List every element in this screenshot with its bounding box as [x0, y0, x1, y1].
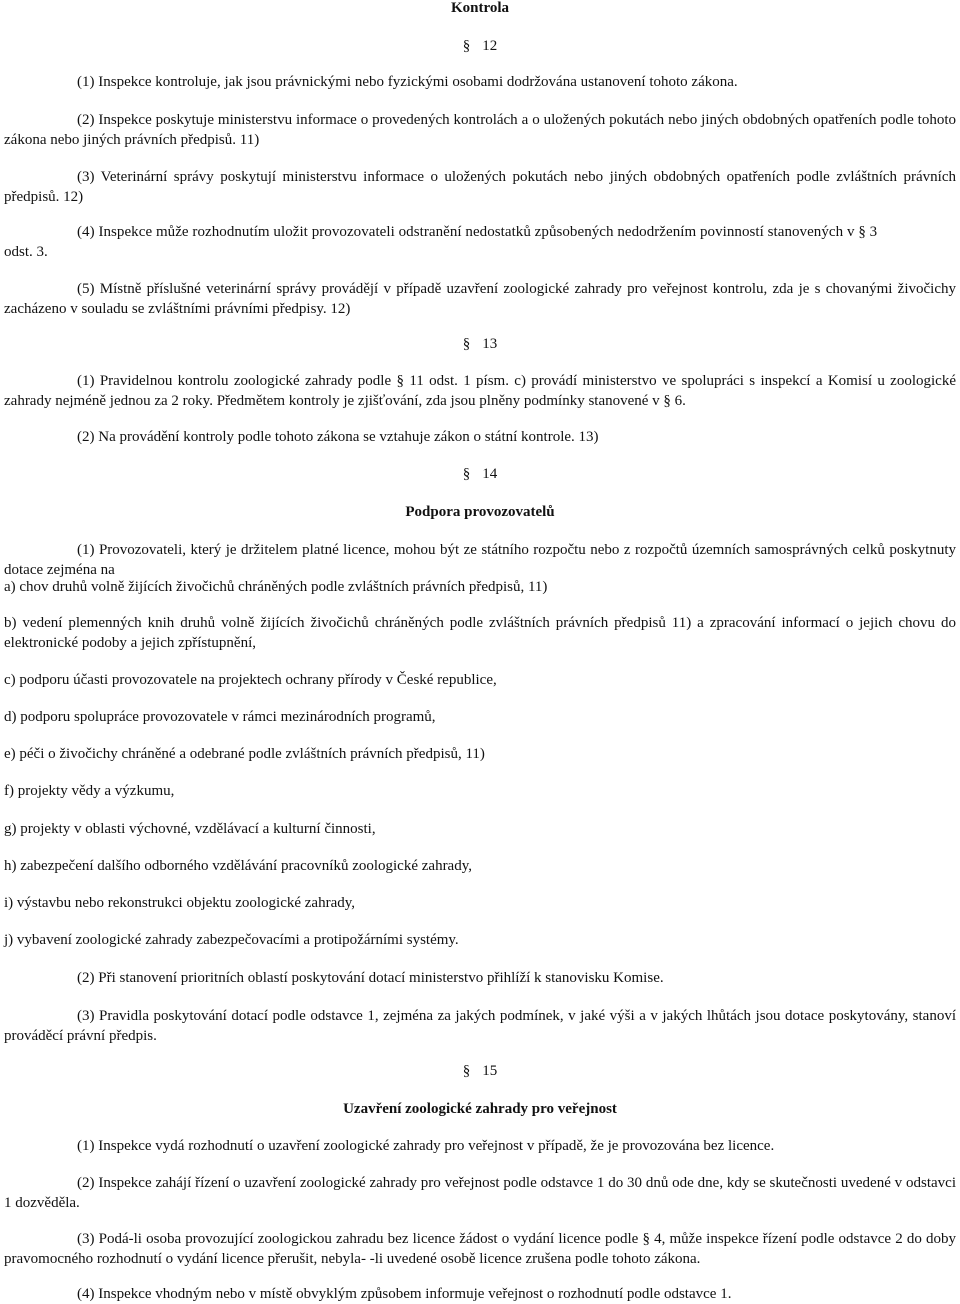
list-item-h: h) zabezpečení dalšího odborného vzdělávání pracovníků zoologické zahrady,	[4, 858, 472, 874]
list-item-i: i) výstavbu nebo rekonstrukci objektu zoologické zahrady,	[4, 895, 356, 911]
section-number: 12	[482, 38, 498, 54]
paragraph-12-5: (5) Místně příslušné veterinární správy provádějí v případě uzavření zoologické zahrady pro veřejnost kontrolu, zda je s chovanými živočichy zacházeno v souladu se zvláštními právními předpisy. 12)	[4, 281, 956, 317]
section-12-heading	[4, 36, 956, 56]
paragraph-12-3: (3) Veterinární správy poskytují ministerstvu informace o uložených pokutách nebo jiných obdobných opatřeních podle zvláštních právních předpisů. 12)	[4, 169, 956, 205]
heading-podpora: Podpora provozovatelů	[405, 504, 555, 520]
paragraph-14-2: (2) Při stanovení prioritních oblastí poskytování dotací ministerstvo přihlíží k stanovisku Komise.	[77, 970, 664, 986]
paragraph-15-4: (4) Inspekce vhodným nebo v místě obvyklým způsobem informuje veřejnost o rozhodnutí podle odstavce 1.	[77, 1286, 732, 1302]
section-symbol: §	[462, 38, 471, 54]
paragraph-14-3: (3) Pravidla poskytování dotací podle odstavce 1, zejména za jakých podmínek, v jaké výši a v jakých lhůtách jsou dotace poskytovány, stanoví prováděcí právní předpis.	[4, 1008, 956, 1044]
section-number: 13	[482, 336, 498, 352]
paragraph-15-1: (1) Inspekce vydá rozhodnutí o uzavření zoologické zahrady pro veřejnost v případě, že je provozována bez licence.	[77, 1138, 775, 1154]
list-item-g: g) projekty v oblasti výchovné, vzdělávací a kulturní činnosti,	[4, 821, 376, 837]
list-item-b: b) vedení plemenných knih druhů volně žijících živočichů chráněných podle zvláštních právních předpisů 11) a zpracování informací o jejich chovu do elektronické podoby a jejich zpřístupnění,	[4, 615, 956, 651]
list-item-j: j) vybavení zoologické zahrady zabezpečovacími a protipožárními systémy.	[4, 932, 459, 948]
section-14-heading	[4, 464, 956, 484]
paragraph-12-1: (1) Inspekce kontroluje, jak jsou právnickými nebo fyzickými osobami dodržována ustanovení tohoto zákona.	[77, 74, 738, 90]
section-13-heading	[4, 334, 956, 354]
section-symbol: §	[462, 336, 471, 352]
list-item-f: f) projekty vědy a výzkumu,	[4, 783, 175, 799]
paragraph-13-1: (1) Pravidelnou kontrolu zoologické zahrady podle § 11 odst. 1 písm. c) provádí ministerstvo ve spolupráci s inspekcí a Komisí u zoologické zahrady nejméně jednou za 2 roky. Předmětem kontroly je zjišťování, zda jsou plněny podmínky stanovené v § 6.	[4, 373, 956, 409]
list-item-e: e) péči o živočichy chráněné a odebrané podle zvláštních právních předpisů, 11)	[4, 746, 485, 762]
paragraph-15-2: (2) Inspekce zahájí řízení o uzavření zoologické zahrady pro veřejnost podle odstavce 1 do 30 dnů ode dne, kdy se skutečnosti uvedené v odstavci 1 dozvěděla.	[4, 1175, 956, 1211]
paragraph-12-2: (2) Inspekce poskytuje ministerstvu informace o provedených kontrolách a o uložených pokutách nebo jiných obdobných opatřeních podle tohoto zákona nebo jiných právních předpisů. 11)	[4, 112, 956, 148]
paragraph-12-4-continuation: odst. 3.	[4, 244, 48, 260]
paragraph-15-3: (3) Podá-li osoba provozující zoologickou zahradu bez licence žádost o vydání licence podle § 4, může inspekce řízení podle odstavce 2 do doby pravomocného rozhodnutí o vydání licence přerušit, nebyla- -li uvedené osobě licence zrušena podle tohoto zákona.	[4, 1231, 956, 1267]
section-number: 15	[482, 1063, 498, 1079]
list-item-c: c) podporu účasti provozovatele na projektech ochrany přírody v České republice,	[4, 672, 497, 688]
section-number: 14	[482, 466, 498, 482]
section-symbol: §	[462, 466, 471, 482]
section-symbol: §	[462, 1063, 471, 1079]
heading-kontrola: Kontrola	[450, 0, 510, 16]
paragraph-12-4: (4) Inspekce může rozhodnutím uložit provozovateli odstranění nedostatků způsobených nedodržením povinností stanovených v § 3	[77, 224, 878, 240]
paragraph-13-2: (2) Na provádění kontroly podle tohoto zákona se vztahuje zákon o státní kontrole. 13)	[77, 429, 599, 445]
paragraph-14-1: (1) Provozovateli, který je držitelem platné licence, mohou být ze státního rozpočtu nebo z rozpočtů územních samosprávných celků poskytnuty dotace zejména na	[4, 542, 956, 578]
heading-uzavreni: Uzavření zoologické zahrady pro veřejnost	[343, 1101, 617, 1117]
section-15-heading	[4, 1061, 956, 1081]
list-item-a: a) chov druhů volně žijících živočichů chráněných podle zvláštních právních předpisů, 11)	[4, 579, 548, 595]
list-item-d: d) podporu spolupráce provozovatele v rámci mezinárodních programů,	[4, 709, 436, 725]
